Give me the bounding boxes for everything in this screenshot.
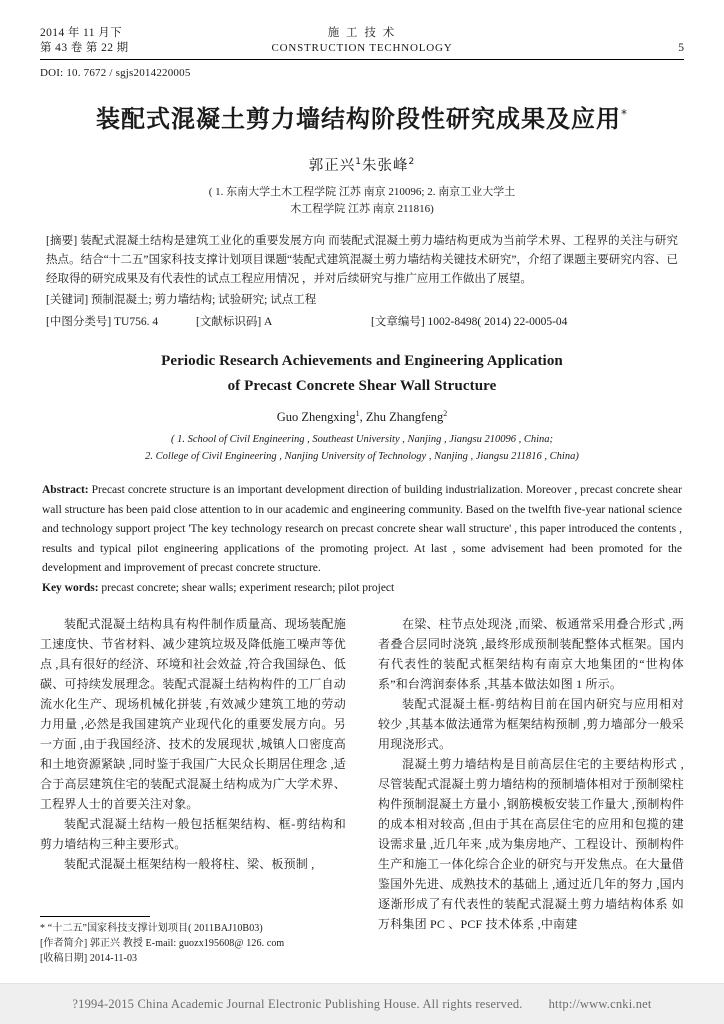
page-title-en	[40, 349, 684, 399]
title-en-line-2: of Precast Concrete Shear Wall Structure	[227, 378, 497, 394]
page-number: 5	[678, 42, 684, 54]
author-en-1-sup: 1	[355, 409, 360, 418]
affiliation-en-line-1: ( 1. School of Civil Engineering , Southeast University , Nanjing , Jiangsu 210096 , China;	[170, 434, 554, 446]
clc-number: [中图分类号] TU756. 4	[46, 316, 159, 328]
footnote-author-bio: [作者简介] 郭正兴 教授 E-mail: guozx195608@ 126. com	[40, 938, 285, 949]
body-paragraph: 装配式混凝土框-剪结构目前在国内研究与应用相对较少 ,其基本做法通常为框架结构预制 ,剪力墙部分一般采用现浇形式。	[378, 697, 684, 752]
keywords-en	[42, 579, 682, 599]
affiliation-en-1-text: School of Civil Engineering , Southeast University , Nanjing , Jiangsu 210096 , China;	[187, 434, 554, 446]
footnote-rule	[40, 916, 150, 917]
affiliation-en	[40, 431, 684, 465]
keywords-en-label: Key words:	[42, 581, 99, 594]
copyright-url[interactable]: http://www.cnki.net	[548, 996, 652, 1011]
abstract-en-label: Abstract:	[42, 484, 89, 497]
author-cn-2: 朱张峰	[362, 158, 409, 174]
author-cn-1: 郭正兴	[308, 158, 356, 174]
body-paragraph: 装配式混凝土结构具有构件制作质量高、现场装配施工速度快、节省材料、减少建筑垃圾及降低施工噪声等优点 ,具有很好的经济、环境和社会效益 ,符合我国绿色、低碳、可持续发展理念。装配式混凝土结构构件的工厂自动流水化生产、现场机械化拼装 ,有效减少建筑工地的劳动力用量 ,必然是我国建筑产业现代化的重要发展方向。另一方面 ,由于我国经济、技术的发展现状 ,城镇人口密度高和土地资源紧缺 ,同时鉴于我国广大民众长期居住理念 ,适合于高层建筑住宅的装配式混凝土结构成为广大学术界、工程界人士的首要关注对象。	[40, 617, 346, 812]
journal-title-en: CONSTRUCTION TECHNOLOGY	[271, 42, 453, 54]
abstract-cn-block	[40, 232, 684, 310]
running-head-row-1	[40, 26, 684, 41]
classification-row	[40, 313, 684, 329]
keywords-en-text: precast concrete; shear walls; experiment research; pilot project	[98, 581, 395, 594]
title-footnote-mark: *	[621, 107, 628, 121]
author-en-1: Guo Zhengxing	[276, 410, 356, 425]
issue-date: 2014 年 11 月下	[40, 27, 122, 39]
article-id: [文章编号] 1002-8498( 2014) 22-0005-04	[371, 316, 568, 328]
body-paragraph: 在梁、柱节点处现浇 ,而梁、板通常采用叠合形式 ,两者叠合层同时浇筑 ,最终形成预制装配整体式框架。国内有代表性的装配式框架结构有南京大地集团的“世构体系”和台湾润泰体系 ,其基本做法如图 1 所示。	[378, 617, 684, 692]
footnote-received-date: [收稿日期] 2014-11-03	[40, 953, 138, 964]
affiliation-en-2-index: 2.	[145, 451, 154, 463]
author-en-2-sup: 2	[443, 409, 448, 418]
abstract-en-text: Precast concrete structure is an important development direction of building industrialization. Moreover , precast concrete shear wall structure has been paid close attention to in our academic and engineering community. Based on the twelfth five-year national science and technology support project 'The key technology research on precast concrete shear wall structure' , this paper introduced the contents , results and typical pilot engineering applications of the promoting project. At last , some advisement had been promoted for the development and improvement of precast concrete structure.	[42, 484, 682, 575]
volume-issue: 第 43 卷 第 22 期	[40, 42, 129, 54]
author-en-2: , Zhu Zhangfeng	[359, 410, 444, 425]
body-columns	[40, 614, 684, 934]
affiliation-cn-line-1: ( 1. 东南大学土木工程学院 江苏 南京 210096; 2. 南京工业大学土	[208, 186, 516, 198]
abstract-en	[42, 481, 682, 579]
running-head	[40, 26, 684, 60]
affiliation-en-2-text: College of Civil Engineering , Nanjing University of Technology , Nanjing , Jiangsu 211816 , China)	[155, 451, 579, 463]
page-title	[40, 97, 684, 136]
running-head-row-2	[40, 41, 684, 56]
header-rule	[40, 59, 684, 60]
body-column-right	[362, 614, 684, 934]
affiliation-cn	[40, 184, 684, 218]
authors-en	[40, 409, 684, 425]
abstract-en-block	[40, 481, 684, 598]
journal-title-cn: 施 工 技 术	[327, 27, 397, 39]
authors-cn	[40, 154, 684, 175]
affiliation-en-line-2	[40, 448, 684, 465]
affiliation-en-1-index: 1.	[177, 434, 185, 446]
title-en-line-1: Periodic Research Achievements and Engineering Application	[161, 353, 563, 369]
body-column-left	[40, 614, 362, 934]
copyright-bar	[0, 983, 724, 1024]
body-paragraph: 混凝土剪力墙结构是目前高层住宅的主要结构形式 ,尽管装配式混凝土剪力墙结构的预制墙体相对于预制梁柱构件预制混凝土方量小 ,钢筋模板安装工作量大 ,预制构件的成本相对较高 ,但由于其在高层住宅的应用和包揽的建设需求量 ,近几年来 ,成为集房地产、工程设计、预制构件生产和施工一体化综合企业的研究与开发焦点。在大量借鉴国外先进、成熟技术的基础上 ,通过近几年的努力 ,国内逐渐形成了有代表性的装配式混凝土剪力墙结构体系 如万科集团 PC 、PCF 技术体系 ,中南建	[378, 757, 684, 932]
title-cn-text: 装配式混凝土剪力墙结构阶段性研究成果及应用	[96, 105, 621, 133]
author-cn-1-sup: 1	[355, 157, 362, 168]
footnote-block	[40, 916, 350, 966]
footnote-funding: * “十二五”国家科技支撑计划项目( 2011BAJ10B03)	[40, 923, 263, 934]
doi-line: DOI: 10. 7672 / sgjs2014220005	[40, 67, 191, 79]
author-cn-2-sup: 2	[408, 157, 416, 168]
abstract-cn: [摘要] 装配式混凝土结构是建筑工业化的重要发展方向 而装配式混凝土剪力墙结构更成为当前学术界、工程界的关注与研究热点。结合“十二五”国家科技支撑计划项目课题“装配式建筑混凝土剪力墙结构关键技术研究”，介绍了课题主要研究内容、已经取得的研究成果及有代表性的试点工程应用情况 ，并对后续研究与推广应用工作做出了展望。	[46, 235, 678, 285]
copyright-text: ?1994-2015 China Academic Journal Electronic Publishing House. All rights reserved.	[72, 996, 523, 1011]
document-code: [文献标识码] A	[196, 316, 273, 328]
body-paragraph: 装配式混凝土结构一般包括框架结构、框-剪结构和剪力墙结构三种主要形式。	[40, 817, 346, 852]
body-paragraph: 装配式混凝土框架结构一般将柱、梁、板预制 ,	[64, 857, 315, 872]
affiliation-cn-line-2: 木工程学院 江苏 南京 211816)	[290, 203, 434, 215]
keywords-cn: [关键词] 预制混凝土; 剪力墙结构; 试验研究; 试点工程	[46, 294, 317, 306]
